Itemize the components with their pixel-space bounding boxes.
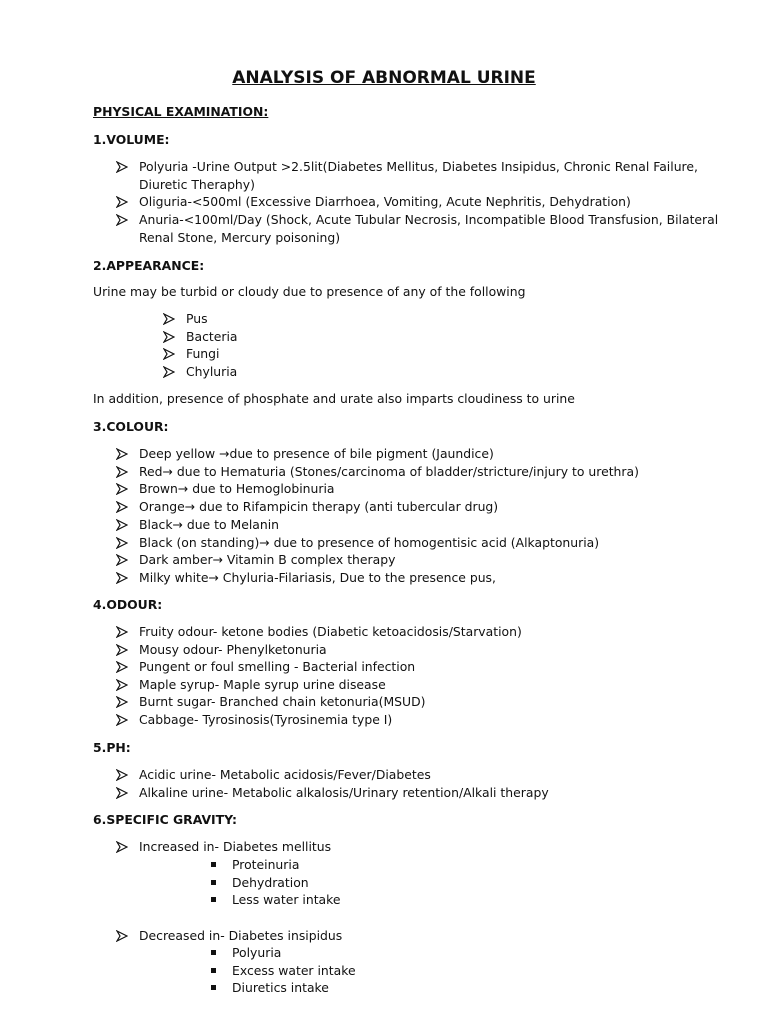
- list-item-continuation: Diuretic Theraphy): [139, 177, 255, 192]
- section-heading-colour: 3.COLOUR:: [93, 419, 169, 434]
- list-item: Polyuria -Urine Output >2.5lit(Diabetes Mellitus, Diabetes Insipidus, Chronic Renal Failure,: [139, 159, 698, 174]
- arrow-bullet-icon: [116, 466, 130, 480]
- arrow-bullet-icon: [116, 554, 130, 568]
- list-item: Pungent or foul smelling - Bacterial infection: [139, 659, 416, 675]
- list-item: Burnt sugar- Branched chain ketonuria(MSUD): [139, 694, 426, 710]
- sub-list-item: Proteinuria: [232, 857, 300, 872]
- square-bullet-icon: [211, 862, 216, 867]
- arrow-bullet-icon: [116, 930, 130, 944]
- list-item: Black (on standing)→ due to presence of homogentisic acid (Alkaptonuria): [139, 534, 600, 550]
- section-heading-specific-gravity: 6.SPECIFIC GRAVITY:: [93, 812, 237, 827]
- arrow-bullet-icon: [163, 366, 177, 380]
- sub-list-item: Less water intake: [232, 892, 341, 907]
- square-bullet-icon: [211, 897, 216, 902]
- arrow-bullet-icon: [116, 448, 130, 462]
- list-item: Brown→ due to Hemoglobinuria: [139, 481, 335, 497]
- list-item: Bacteria: [186, 329, 238, 344]
- list-item: Pus: [186, 311, 208, 326]
- arrow-bullet-icon: [116, 519, 130, 533]
- arrow-bullet-icon: [116, 483, 130, 497]
- list-item-continuation: Renal Stone, Mercury poisoning): [139, 230, 341, 245]
- list-item: Deep yellow →due to presence of bile pigment (Jaundice): [139, 446, 494, 461]
- appearance-intro: Urine may be turbid or cloudy due to presence of any of the following: [93, 284, 526, 299]
- section-heading-appearance: 2.APPEARANCE:: [93, 258, 205, 273]
- list-item: Oliguria-<500ml (Excessive Diarrhoea, Vomiting, Acute Nephritis, Dehydration): [139, 194, 631, 209]
- section-heading-ph: 5.PH:: [93, 740, 131, 755]
- arrow-bullet-icon: [116, 787, 130, 801]
- list-item: Milky white→ Chyluria-Filariasis, Due to the presence pus,: [139, 569, 496, 585]
- arrow-bullet-icon: [116, 214, 130, 228]
- arrow-bullet-icon: [116, 679, 130, 693]
- list-item: Decreased in- Diabetes insipidus: [139, 928, 343, 943]
- list-item: Anuria-<100ml/Day (Shock, Acute Tubular Necrosis, Incompatible Blood Transfusion, Bilateral: [139, 212, 719, 227]
- list-item: Fruity odour- ketone bodies (Diabetic ketoacidosis/Starvation): [139, 624, 522, 639]
- arrow-bullet-icon: [116, 769, 130, 783]
- sub-list-item: Polyuria: [232, 945, 282, 960]
- page-title: ANALYSIS OF ABNORMAL URINE: [232, 68, 536, 88]
- list-item: Orange→ due to Rifampicin therapy (anti tubercular drug): [139, 499, 499, 515]
- list-item: Alkaline urine- Metabolic alkalosis/Urinary retention/Alkali therapy: [139, 785, 549, 800]
- arrow-bullet-icon: [163, 313, 177, 327]
- list-item: Chyluria: [186, 364, 238, 379]
- arrow-bullet-icon: [116, 661, 130, 675]
- sub-list-item: Excess water intake: [232, 962, 356, 978]
- arrow-bullet-icon: [116, 572, 130, 586]
- arrow-bullet-icon: [163, 348, 177, 362]
- list-item: Dark amber→ Vitamin B complex therapy: [139, 552, 396, 568]
- arrow-bullet-icon: [116, 161, 130, 175]
- list-item: Acidic urine- Metabolic acidosis/Fever/Diabetes: [139, 767, 431, 782]
- arrow-bullet-icon: [116, 537, 130, 551]
- list-item: Fungi: [186, 346, 220, 361]
- section-heading-odour: 4.ODOUR:: [93, 597, 163, 612]
- square-bullet-icon: [211, 880, 216, 885]
- arrow-bullet-icon: [116, 696, 130, 710]
- list-item: Maple syrup- Maple syrup urine disease: [139, 676, 386, 692]
- arrow-bullet-icon: [116, 644, 130, 658]
- list-item: Cabbage- Tyrosinosis(Tyrosinemia type I): [139, 712, 393, 727]
- arrow-bullet-icon: [116, 841, 130, 855]
- section-heading-volume: 1.VOLUME:: [93, 132, 170, 147]
- arrow-bullet-icon: [116, 714, 130, 728]
- square-bullet-icon: [211, 950, 216, 955]
- section-heading-physical-examination: PHYSICAL EXAMINATION:: [93, 104, 269, 119]
- arrow-bullet-icon: [116, 196, 130, 210]
- appearance-note: In addition, presence of phosphate and urate also imparts cloudiness to urine: [93, 391, 575, 406]
- sub-list-item: Diuretics intake: [232, 980, 329, 995]
- arrow-bullet-icon: [163, 331, 177, 345]
- arrow-bullet-icon: [116, 501, 130, 515]
- list-item: Increased in- Diabetes mellitus: [139, 839, 332, 854]
- square-bullet-icon: [211, 968, 216, 973]
- list-item: Black→ due to Melanin: [139, 516, 279, 532]
- list-item: Red→ due to Hematuria (Stones/carcinoma of bladder/stricture/injury to urethra): [139, 463, 639, 479]
- arrow-bullet-icon: [116, 626, 130, 640]
- square-bullet-icon: [211, 985, 216, 990]
- sub-list-item: Dehydration: [232, 874, 309, 890]
- list-item: Mousy odour- Phenylketonuria: [139, 641, 327, 657]
